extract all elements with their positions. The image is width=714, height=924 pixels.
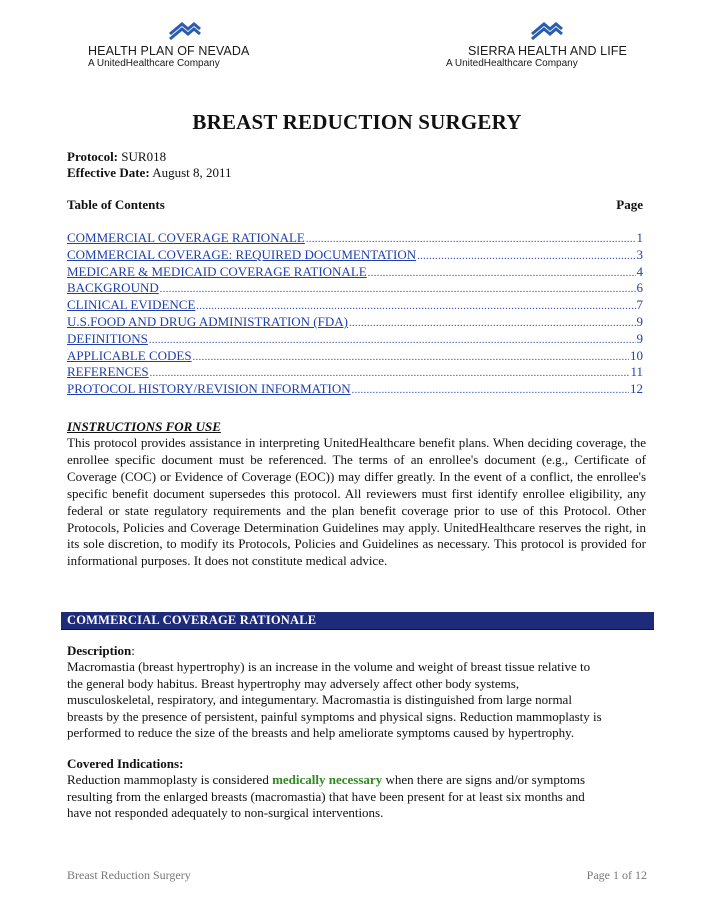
toc-item[interactable]	[67, 364, 643, 381]
toc-header	[67, 197, 643, 213]
toc-leader	[196, 301, 635, 312]
left-logo-sub: A UnitedHealthcare Company	[88, 58, 220, 69]
instructions-heading: INSTRUCTIONS FOR USE	[67, 419, 221, 434]
sierra-health-and-life-logo	[446, 20, 627, 69]
toc-page-number[interactable]: 7	[636, 297, 643, 313]
right-logo-sub: A UnitedHealthcare Company	[446, 58, 578, 69]
left-logo-org: HEALTH PLAN OF NEVADA	[88, 44, 250, 58]
description-body	[67, 659, 652, 742]
table-of-contents	[67, 230, 643, 398]
toc-page-number[interactable]: 10	[630, 347, 643, 363]
toc-page-number[interactable]: 12	[630, 381, 643, 397]
effective-date-value: August 8, 2011	[149, 165, 232, 180]
description-label: Description	[67, 643, 132, 658]
effective-date-label: Effective Date:	[67, 165, 150, 180]
description-line: Macromastia (breast hypertrophy) is an increase in the volume and weight of breast tissue relative to	[67, 659, 591, 674]
toc-leader	[193, 352, 629, 363]
wave-logo-icon	[168, 20, 202, 42]
toc-item[interactable]	[67, 280, 643, 297]
toc-item[interactable]	[67, 264, 643, 281]
health-plan-of-nevada-logo	[88, 20, 249, 69]
toc-item[interactable]	[67, 331, 643, 348]
toc-item[interactable]	[67, 381, 643, 398]
toc-link[interactable]: U.S.FOOD AND DRUG ADMINISTRATION (FDA)	[67, 313, 348, 329]
toc-page-number[interactable]: 9	[636, 330, 643, 346]
toc-leader	[306, 234, 636, 245]
toc-link[interactable]: PROTOCOL HISTORY/REVISION INFORMATION	[67, 381, 351, 397]
toc-heading: Table of Contents	[67, 197, 165, 212]
wave-logo-icon	[530, 20, 564, 42]
protocol-value: SUR018	[118, 149, 167, 164]
covered-line: resulting from the enlarged breasts (macromastia) that have been present for at least six months and	[67, 788, 585, 804]
toc-item[interactable]	[67, 297, 643, 314]
toc-page-number[interactable]: 1	[636, 230, 643, 245]
section-title: COMMERCIAL COVERAGE RATIONALE	[67, 613, 317, 627]
toc-item[interactable]	[67, 348, 643, 365]
toc-link[interactable]: DEFINITIONS	[67, 330, 148, 346]
description-heading	[67, 643, 135, 659]
right-logo-org: SIERRA HEALTH AND LIFE	[468, 44, 627, 58]
toc-page-number[interactable]: 11	[630, 364, 643, 380]
medically-necessary-highlight: medically necessary	[272, 772, 383, 787]
covered-line	[67, 772, 652, 789]
covered-indications-body	[67, 772, 652, 822]
description-line: breasts by the presence of persistent, painful symptoms and physical signs. Reduction mammoplasty is	[67, 708, 602, 724]
covered-indications-heading: Covered Indications:	[67, 756, 184, 771]
toc-page-heading: Page	[616, 197, 643, 212]
description-line: the general body habitus. Breast hypertrophy may adversely affect other body systems,	[67, 675, 520, 691]
toc-link[interactable]: REFERENCES	[67, 364, 149, 380]
toc-item[interactable]	[67, 230, 643, 247]
page-footer	[67, 868, 647, 883]
footer-doc-title: Breast Reduction Surgery	[67, 868, 191, 882]
toc-leader	[150, 368, 630, 379]
description-line: performed to reduce the size of the breasts and help ameliorate symptoms caused by hypertrophy.	[67, 725, 575, 741]
effective-date-line	[67, 165, 232, 181]
footer-page-number: Page 1 of 12	[586, 868, 647, 882]
toc-page-number[interactable]: 9	[636, 313, 643, 329]
toc-page-number[interactable]: 6	[636, 280, 643, 296]
toc-item[interactable]	[67, 247, 643, 264]
toc-link[interactable]: COMMERCIAL COVERAGE RATIONALE	[67, 230, 305, 245]
toc-leader	[417, 251, 635, 262]
instructions-body: This protocol provides assistance in interpreting UnitedHealthcare benefit plans. When deciding coverage, the enrollee specific document must be referenced. The terms of an enrollee's document (e.g., Certificate of Coverage (COC) or Evidence of Coverage (EOC)) may differ greatly. In the event of a conflict, the enrollee's specific benefit document supersedes this protocol. All reviewers must first identify enrollee eligibility, any federal or state regulatory requirements and the plan benefit coverage prior to use of this Protocol. Other Protocols, Policies and Coverage Determination Guidelines may apply. UnitedHealthcare reserves the right, in its sole discretion, to modify its Protocols, Policies and Guidelines as necessary. This protocol is provided for informational purposes. It does not constitute medical advice.	[67, 435, 646, 569]
toc-link[interactable]: APPLICABLE CODES	[67, 347, 192, 363]
toc-leader	[160, 284, 636, 295]
toc-leader	[349, 318, 636, 329]
description-colon: :	[131, 643, 135, 658]
toc-page-number[interactable]: 3	[636, 246, 643, 262]
toc-link[interactable]: BACKGROUND	[67, 280, 159, 296]
protocol-line	[67, 149, 166, 165]
toc-link[interactable]: CLINICAL EVIDENCE	[67, 297, 196, 313]
toc-page-number[interactable]: 4	[636, 263, 643, 279]
toc-leader	[352, 385, 629, 396]
toc-link[interactable]: COMMERCIAL COVERAGE: REQUIRED DOCUMENTATION	[67, 246, 417, 262]
toc-item[interactable]	[67, 314, 643, 331]
covered-line: have not responded adequately to non-surgical interventions.	[67, 805, 384, 821]
covered-post: when there are signs and/or symptoms	[382, 772, 586, 787]
description-line: musculoskeletal, respiratory, and integumentary. Macromastia is distinguished from large normal	[67, 692, 572, 708]
toc-leader	[368, 268, 636, 279]
protocol-label: Protocol:	[67, 149, 119, 164]
toc-link[interactable]: MEDICARE & MEDICAID COVERAGE RATIONALE	[67, 263, 367, 279]
document-title: BREAST REDUCTION SURGERY	[192, 110, 522, 134]
covered-pre: Reduction mammoplasty is considered	[67, 772, 273, 787]
section-header-bar	[61, 612, 654, 630]
toc-leader	[149, 335, 636, 346]
